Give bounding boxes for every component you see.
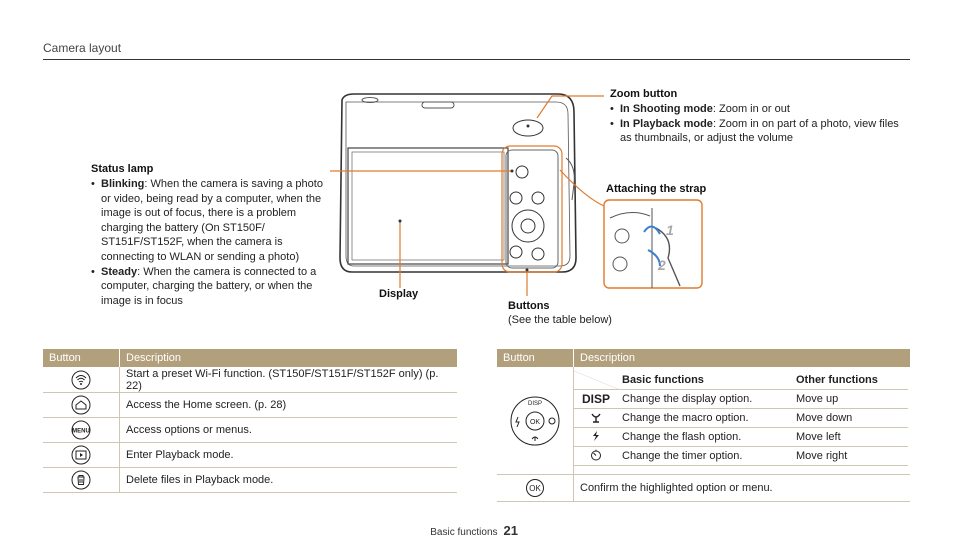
right-button-table (497, 349, 910, 502)
svg-text:MENU: MENU (72, 428, 90, 435)
row-desc-wifi: Start a preset Wi-Fi function. (ST150F/ST151F/ST152F only) (p. 22) (120, 367, 458, 393)
sub-other-macro: Move down (792, 409, 908, 428)
header-rule (43, 59, 910, 60)
left-col-button: Button (43, 349, 120, 367)
sub-col-basic: Basic functions (618, 371, 792, 390)
page-number: 21 (503, 523, 518, 538)
row-desc-menu: Access options or menus. (120, 418, 458, 443)
left-button-table (43, 349, 457, 493)
dial-subtable (574, 371, 908, 466)
timer-icon (590, 449, 602, 461)
right-col-button: Button (497, 349, 574, 367)
buttons-subtitle: (See the table below) (508, 314, 612, 326)
dial-subtable-header (574, 371, 908, 390)
zoom-title: Zoom button (610, 88, 678, 100)
table-row (43, 393, 457, 418)
sub-other-timer: Move right (792, 447, 908, 466)
home-icon (71, 395, 91, 415)
sub-basic-flash: Change the flash option. (618, 428, 792, 447)
flash-icon (590, 430, 602, 442)
strap-step-2: 2 (658, 257, 666, 273)
table-row (43, 468, 457, 493)
buttons-callout (508, 300, 612, 328)
trash-icon (71, 470, 91, 490)
svg-text:OK: OK (529, 484, 541, 493)
zoom-callout (610, 88, 900, 146)
table-row (43, 443, 457, 468)
row-desc-trash: Delete files in Playback mode. (120, 468, 458, 493)
section-title: Camera layout (43, 41, 122, 55)
right-col-description: Description (574, 349, 911, 367)
table-row (574, 390, 908, 409)
left-col-description: Description (120, 349, 458, 367)
navigation-dial-icon (509, 391, 561, 451)
status-lamp-title: Status lamp (91, 163, 154, 175)
zoom-item-playback: • In Playback mode: Zoom in on part of a photo, view files as thumbnails, or adjust the volume (620, 117, 900, 146)
table-row (497, 475, 910, 502)
sub-other-disp: Move up (792, 390, 908, 409)
table-row (574, 409, 908, 428)
ok-icon (525, 478, 545, 498)
sub-basic-macro: Change the macro option. (618, 409, 792, 428)
footer-label: Basic functions (430, 527, 498, 538)
buttons-title: Buttons (508, 300, 550, 312)
playback-icon (71, 445, 91, 465)
table-row (497, 367, 910, 475)
status-item-blinking: • Blinking: When the camera is saving a photo or video, being read by a computer, when the image is out of focus, there is a problem charging the battery (On ST150F/ ST151F/ST152F, when the camera is connecting to WLAN or sending a photo) (101, 177, 323, 265)
display-title: Display (379, 288, 419, 300)
table-row (574, 428, 908, 447)
sub-basic-disp: Change the display option. (618, 390, 792, 409)
wifi-icon (71, 370, 91, 390)
sub-basic-timer: Change the timer option. (618, 447, 792, 466)
status-lamp-callout (91, 163, 323, 308)
svg-text:DISP: DISP (527, 400, 543, 407)
sub-col-other: Other functions (792, 371, 908, 390)
menu-icon (71, 420, 91, 440)
row-desc-ok: Confirm the highlighted option or menu. (574, 475, 911, 502)
page-footer (430, 523, 518, 538)
status-item-steady: • Steady: When the camera is connected to a computer, charging the battery, or when the image is in focus (101, 265, 323, 309)
row-desc-playback: Enter Playback mode. (120, 443, 458, 468)
zoom-item-shooting: • In Shooting mode: Zoom in or out (620, 102, 900, 117)
disp-icon: DISP (574, 390, 618, 409)
table-row (574, 447, 908, 466)
sub-other-flash: Move left (792, 428, 908, 447)
table-row (43, 367, 457, 393)
svg-text:OK: OK (529, 418, 541, 426)
macro-icon (590, 411, 602, 423)
table-row (43, 418, 457, 443)
strap-step-1: 1 (666, 222, 674, 238)
row-desc-home: Access the Home screen. (p. 28) (120, 393, 458, 418)
strap-title: Attaching the strap (606, 183, 707, 195)
